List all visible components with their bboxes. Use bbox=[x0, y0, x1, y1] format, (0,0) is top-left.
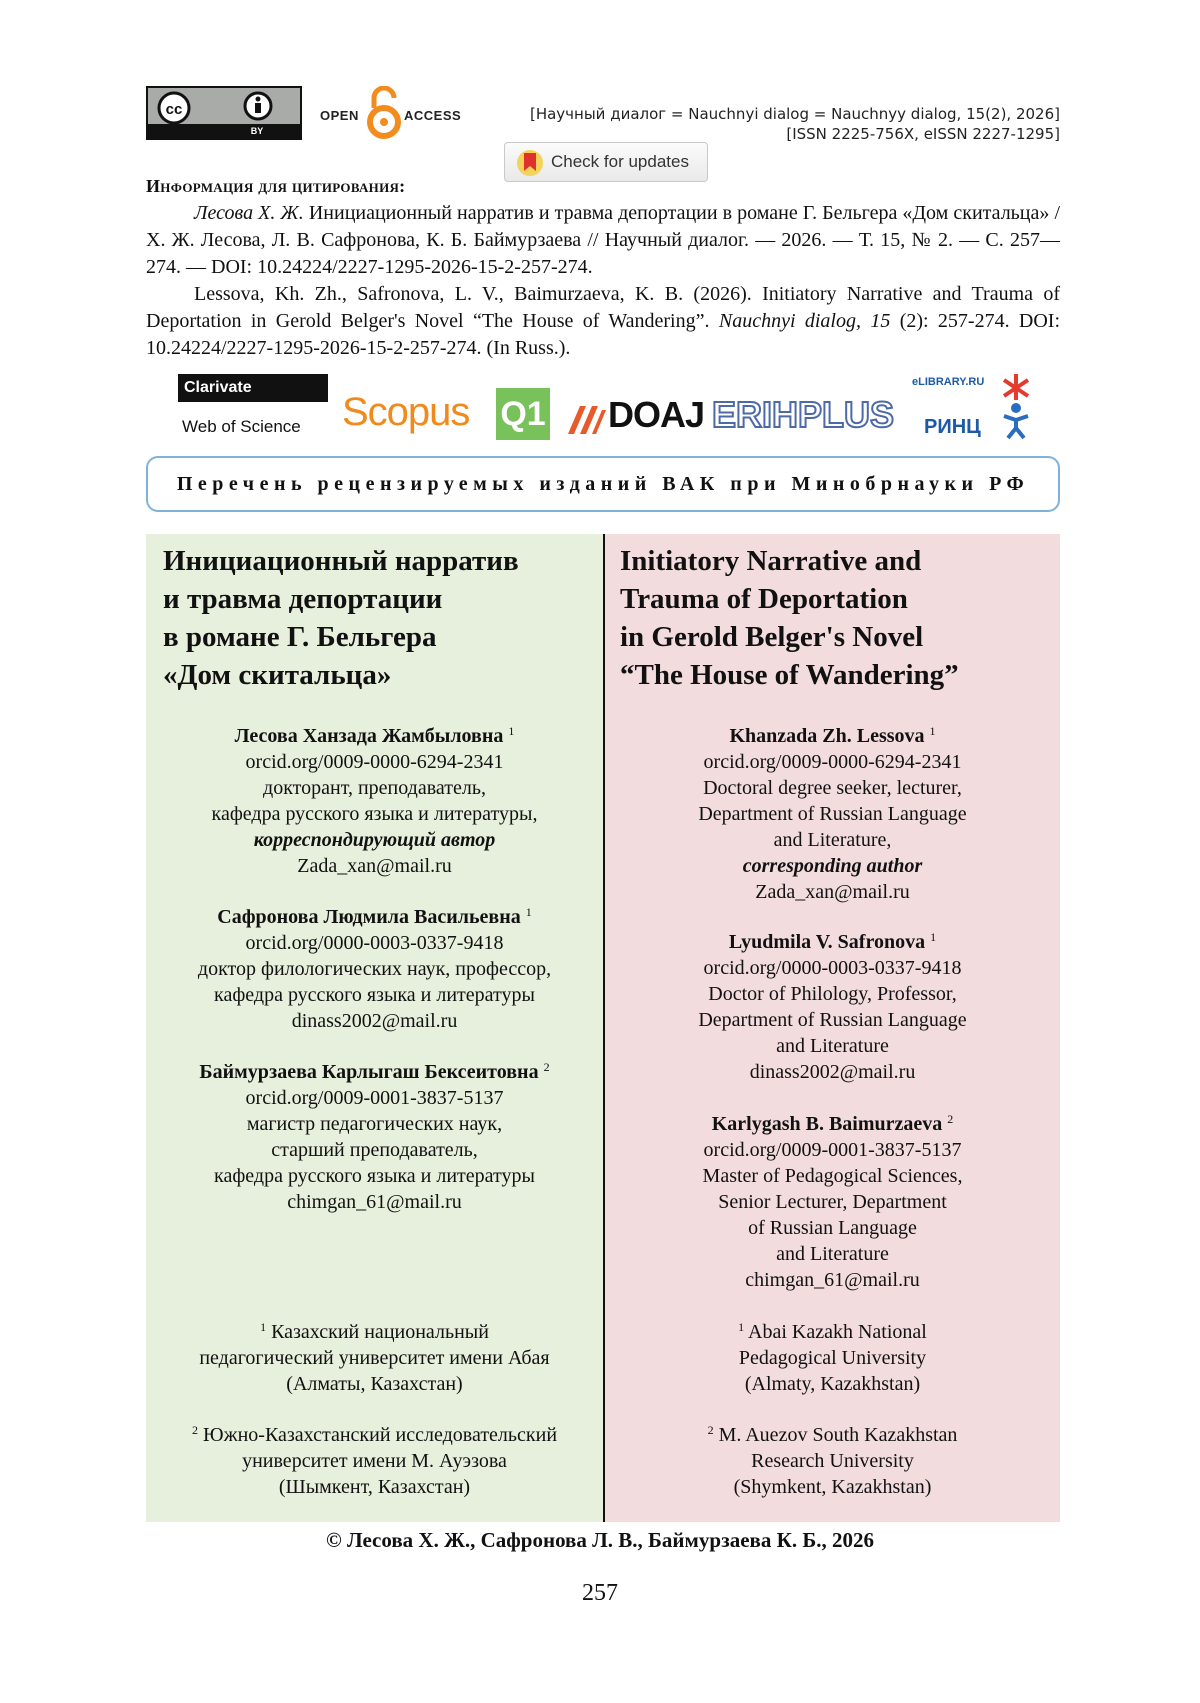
affiliation-ru-2 bbox=[146, 1417, 603, 1500]
title-line: in Gerold Belger's Novel bbox=[620, 621, 924, 653]
email-link[interactable]: Zada_xan@mail.ru bbox=[755, 881, 910, 903]
check-for-updates-button[interactable] bbox=[504, 142, 708, 182]
author-name: Karlygash B. Baimurzaeva bbox=[711, 1113, 943, 1135]
affiliation-line: университет имени М. Ауэзова bbox=[242, 1450, 507, 1472]
english-column bbox=[605, 534, 1060, 1522]
author-line: and Literature, bbox=[773, 829, 892, 851]
orcid-link[interactable]: orcid.org/0009-0000-6294-2341 bbox=[245, 751, 504, 773]
scopus-logo[interactable]: Scopus bbox=[342, 390, 470, 434]
citation-en-tail: (2): 257-274. DOI: 10.24224/2227-1295-2026-15-2-257-274. (In Russ.). bbox=[146, 310, 1061, 359]
affiliation-line: Pedagogical University bbox=[738, 1347, 927, 1369]
title-line: “The House of Wandering” bbox=[620, 659, 959, 691]
affiliation-location: (Алматы, Казахстан) bbox=[286, 1373, 463, 1395]
doaj-logo[interactable]: DOAJ bbox=[608, 394, 705, 435]
affiliation-line: M. Auezov South Kazakhstan bbox=[718, 1424, 958, 1446]
orcid-link[interactable]: orcid.org/0000-0003-0337-9418 bbox=[245, 932, 504, 954]
corresponding-author-label: corresponding author bbox=[742, 855, 923, 877]
author-line: Department of Russian Language bbox=[698, 1009, 967, 1031]
author-name: Khanzada Zh. Lessova bbox=[729, 725, 925, 747]
author-line: кафедра русского языка и литературы, bbox=[211, 803, 538, 825]
journal-reference bbox=[530, 104, 1060, 144]
article-title-ru bbox=[163, 542, 519, 694]
q1-badge: Q1 bbox=[496, 388, 550, 440]
citation-ru-text: Инициационный нарратив и травма депортации в романе Г. Бельгера «Дом скитальца» / Х. Ж. Лесова, Л. В. Сафронова, К. Б. Баймурзаева // Научный диалог. — 2026. — Т. 15, № 2. — С. 257—274. — DOI: 10.24224/2227-1295-2026-15-2-257-274. bbox=[146, 202, 1061, 278]
author-block-en-2 bbox=[605, 924, 1060, 1085]
title-line: «Дом скитальца» bbox=[163, 659, 392, 691]
open-access-left-text: OPEN bbox=[320, 108, 359, 123]
affiliation-en-2 bbox=[605, 1417, 1060, 1500]
author-name: Лесова Ханзада Жамбыловна bbox=[234, 725, 504, 747]
affiliation-line: Research University bbox=[751, 1450, 914, 1472]
erihplus-logo[interactable]: ERIHPLUS bbox=[712, 394, 895, 435]
citation-block bbox=[146, 200, 1060, 362]
title-line: в романе Г. Бельгера bbox=[163, 621, 437, 653]
citation-en-journal: Nauchnyi dialog, 15 bbox=[718, 310, 891, 332]
orcid-link[interactable]: orcid.org/0000-0003-0337-9418 bbox=[703, 957, 962, 979]
orcid-link[interactable]: orcid.org/0009-0001-3837-5137 bbox=[703, 1139, 962, 1161]
author-line: and Literature bbox=[776, 1035, 889, 1057]
svg-text:cc: cc bbox=[165, 101, 183, 118]
open-access-right-text: ACCESS bbox=[404, 108, 462, 123]
rinc-figure-icon bbox=[996, 370, 1036, 440]
clarivate-label: Clarivate bbox=[184, 379, 252, 396]
affiliation-line: Abai Kazakh National bbox=[748, 1321, 927, 1343]
article-title-en bbox=[620, 542, 959, 694]
affiliation-marker: 1 bbox=[525, 905, 532, 919]
affiliation-marker: 2 bbox=[543, 1060, 550, 1074]
author-line: магистр педагогических наук, bbox=[246, 1113, 503, 1135]
affiliation-ru-1 bbox=[146, 1314, 603, 1397]
email-link[interactable]: chimgan_61@mail.ru bbox=[287, 1191, 462, 1213]
affiliation-location: (Шымкент, Казахстан) bbox=[278, 1476, 471, 1498]
affiliation-marker: 2 bbox=[707, 1423, 714, 1437]
cc-license-strip bbox=[148, 124, 300, 138]
affiliation-en-1 bbox=[605, 1314, 1060, 1397]
author-name: Сафронова Людмила Васильевна bbox=[217, 906, 521, 928]
issn-line: [ISSN 2225-756X, eISSN 2227-1295] bbox=[786, 125, 1060, 143]
author-block-ru-2 bbox=[146, 899, 603, 1034]
author-line: Senior Lecturer, Department bbox=[718, 1191, 947, 1213]
author-name: Lyudmila V. Safronova bbox=[728, 931, 926, 953]
journal-ref-line: [Научный диалог = Nauchnyi dialog = Nauchnyy dialog, 15(2), 2026] bbox=[529, 105, 1060, 123]
affiliation-line: Южно-Казахстанский исследовательский bbox=[202, 1424, 558, 1446]
title-line: Trauma of Deportation bbox=[620, 583, 908, 615]
citation-heading: Информация для цитирования: bbox=[146, 176, 406, 196]
clarivate-logo[interactable] bbox=[178, 374, 328, 402]
affiliation-marker: 1 bbox=[930, 930, 937, 944]
affiliation-marker: 1 bbox=[738, 1320, 745, 1334]
orcid-link[interactable]: orcid.org/0009-0000-6294-2341 bbox=[703, 751, 962, 773]
author-block-ru-3 bbox=[146, 1054, 603, 1215]
citation-ru-authors: Лесова Х. Ж. bbox=[194, 202, 304, 224]
elibrary-logo[interactable]: eLIBRARY.RU bbox=[912, 376, 985, 388]
russian-column bbox=[146, 534, 603, 1522]
cc-icon bbox=[148, 88, 300, 126]
author-line: докторант, преподаватель, bbox=[263, 777, 486, 799]
citation-ru bbox=[146, 200, 1060, 281]
orcid-link[interactable]: orcid.org/0009-0001-3837-5137 bbox=[245, 1087, 504, 1109]
email-link[interactable]: dinass2002@mail.ru bbox=[291, 1010, 458, 1032]
vak-banner: Перечень рецензируемых изданий ВАК при Минобрнауки РФ bbox=[146, 456, 1060, 512]
affiliation-marker: 2 bbox=[191, 1423, 198, 1437]
author-line: Department of Russian Language bbox=[698, 803, 967, 825]
email-link[interactable]: dinass2002@mail.ru bbox=[749, 1061, 916, 1083]
open-lock-icon bbox=[364, 86, 404, 142]
author-block-en-3 bbox=[605, 1106, 1060, 1293]
affiliation-marker: 2 bbox=[947, 1112, 954, 1126]
email-link[interactable]: chimgan_61@mail.ru bbox=[745, 1269, 920, 1291]
cc-by-license-badge[interactable] bbox=[146, 86, 302, 140]
affiliation-marker: 1 bbox=[929, 724, 936, 738]
affiliation-location: (Almaty, Kazakhstan) bbox=[744, 1373, 921, 1395]
corresponding-author-label: корреспондирующий автор bbox=[253, 829, 496, 851]
rinc-logo[interactable]: РИНЦ bbox=[924, 416, 981, 438]
affiliation-line: Казахский национальный bbox=[271, 1321, 489, 1343]
web-of-science-logo[interactable]: Web of Science bbox=[182, 417, 301, 436]
author-line: Doctor of Philology, Professor, bbox=[708, 983, 957, 1005]
page-number: 257 bbox=[582, 1580, 618, 1606]
email-link[interactable]: Zada_xan@mail.ru bbox=[297, 855, 452, 877]
author-line: Doctoral degree seeker, lecturer, bbox=[703, 777, 962, 799]
author-line: кафедра русского языка и литературы bbox=[214, 984, 535, 1006]
doaj-icon bbox=[566, 400, 606, 436]
check-updates-label: Check for updates bbox=[551, 152, 689, 171]
affiliation-marker: 1 bbox=[508, 724, 515, 738]
license-by-label: BY bbox=[250, 126, 264, 136]
title-line: и травма депортации bbox=[163, 583, 443, 615]
affiliation-line: педагогический университет имени Абая bbox=[199, 1347, 550, 1369]
affiliation-marker: 1 bbox=[260, 1320, 267, 1334]
title-line: Initiatory Narrative and bbox=[620, 545, 922, 577]
author-block-ru-1 bbox=[146, 718, 603, 879]
affiliation-location: (Shymkent, Kazakhstan) bbox=[733, 1476, 932, 1498]
copyright-line: © Лесова Х. Ж., Сафронова Л. В., Баймурзаева К. Б., 2026 bbox=[326, 1528, 874, 1552]
citation-en-text: Lessova, Kh. Zh., Safronova, L. V., Baimurzaeva, K. B. (2026). Initiatory Narrative and Trauma of Deportation in Gerold Belger's Novel “The House of Wandering”. bbox=[146, 283, 1060, 332]
author-line: кафедра русского языка и литературы bbox=[214, 1165, 535, 1187]
author-block-en-1 bbox=[605, 718, 1060, 905]
author-name: Баймурзаева Карлыгаш Бексеитовна bbox=[199, 1061, 539, 1083]
author-line: старший преподаватель, bbox=[271, 1139, 478, 1161]
bookmark-icon bbox=[515, 148, 545, 178]
author-line: Master of Pedagogical Sciences, bbox=[702, 1165, 963, 1187]
citation-en bbox=[146, 281, 1060, 362]
author-line: and Literature bbox=[776, 1243, 889, 1265]
author-line: of Russian Language bbox=[748, 1217, 917, 1239]
open-access-logo bbox=[320, 86, 460, 142]
title-line: Инициационный нарратив bbox=[163, 545, 519, 577]
author-line: доктор филологических наук, профессор, bbox=[197, 958, 552, 980]
